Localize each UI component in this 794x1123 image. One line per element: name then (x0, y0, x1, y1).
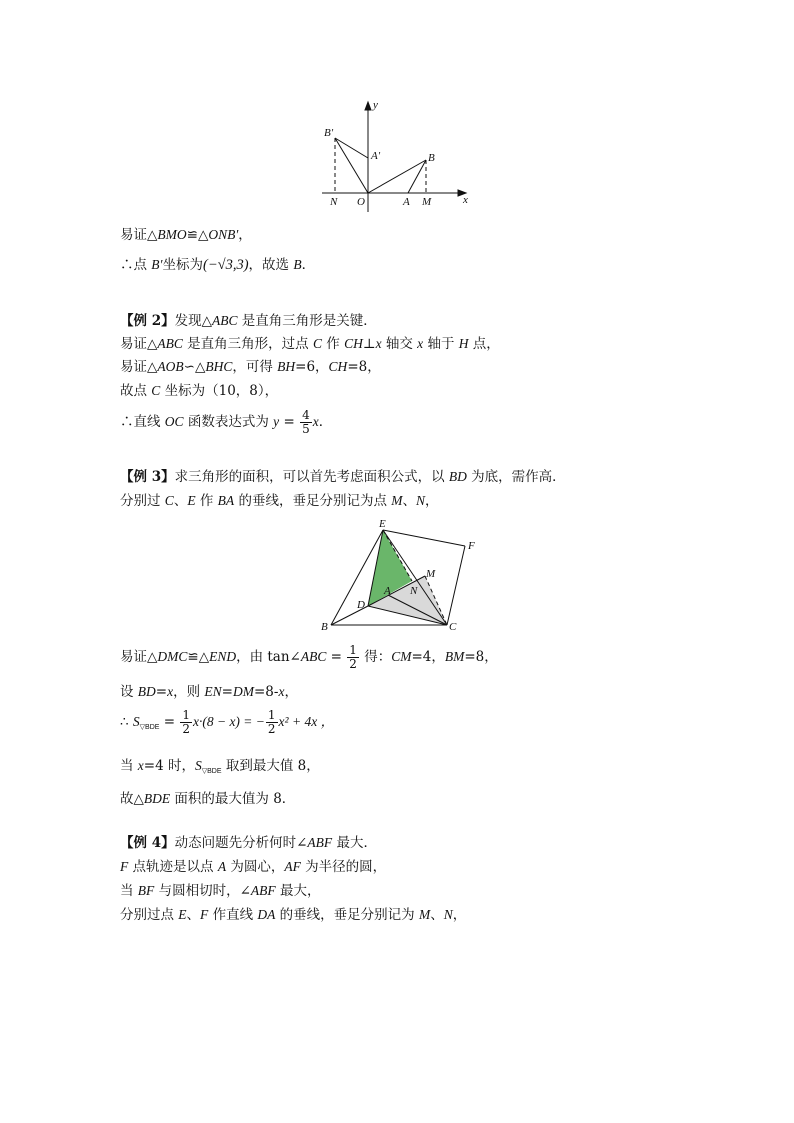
example2-line2: 易证△AOB∽△BHC，可得 BH=6，CH=8， (120, 359, 381, 375)
segment-ef (383, 530, 465, 546)
example3-line4: ∴ $S_{▽BDE}$ = $\frac{1}{2}$ x·(8 − x) = − $\frac{1}{2}$ x² + 4x ， (120, 708, 335, 736)
label-y: y (373, 99, 378, 111)
fraction-4-5: $\frac{4}{5}$ (302, 408, 310, 436)
label-x: x (463, 194, 468, 206)
answer-line: ∴点 B′坐标为(−√3,3)，故选 B． (120, 257, 316, 273)
example4-line1: F 点轨迹是以点 A 为圆心，AF 为半径的圆， (120, 859, 387, 875)
example3-line5: 当 x=4 时，$S_{▽BDE}$ 取到最大值 8， (120, 758, 320, 775)
example4-line3: 分别过点 E、F 作直线 DA 的垂线，垂足分别记为 M、N， (120, 907, 467, 923)
segment-fc (447, 546, 465, 625)
example3-heading: 【例 3】求三角形的面积，可以首先考虑面积公式，以 BD 为底，需作高． (120, 469, 566, 485)
fig2-label-m: M (426, 568, 436, 580)
example2-line1: 易证△ABC 是直角三角形，过点 C 作 CH⊥x 轴交 x 轴于 H 点， (120, 336, 500, 352)
fig2-label-b: B (321, 621, 328, 633)
label-a: A (403, 196, 410, 208)
example3-line3: 设 BD=x，则 EN=DM=8-x， (120, 684, 298, 700)
segment-b-prime-a-prime (335, 138, 368, 158)
example3-line6: 故△BDE 面积的最大值为 8． (120, 791, 296, 807)
label-o: O (357, 196, 365, 208)
example3-line2: 易证△DMC≌△END，由 tan∠ABC = $\frac{1}{2}$ 得：CM=4，BM=8， (120, 643, 498, 671)
fig2-label-e: E (379, 518, 386, 530)
example4-heading: 【例 4】动态问题先分析何时∠ABF 最大． (120, 835, 377, 851)
fig2-label-a: A (384, 585, 391, 597)
fig2-label-d: D (357, 599, 365, 611)
fraction-1-2: $\frac{1}{2}$ (349, 643, 357, 671)
y-axis-arrow (365, 102, 371, 110)
example2-line4: ∴直线 OC 函数表达式为 y = $\frac{4}{5}$ x． (120, 408, 333, 436)
proof-congruence-line: 易证△BMO≌△ONB′， (120, 227, 252, 243)
example3-line1: 分别过 C、E 作 BA 的垂线，垂足分别记为点 M、N， (120, 493, 439, 509)
fig2-label-c: C (449, 621, 457, 633)
label-b-prime: B′ (324, 127, 334, 139)
fig2-label-n: N (410, 585, 418, 597)
example4-line2: 当 BF 与圆相切时，∠ABF 最大， (120, 883, 321, 899)
example2-line3: 故点 C 坐标为（10，8）， (120, 383, 279, 399)
fraction-1-2-a: $\frac{1}{2}$ (182, 708, 190, 736)
example2-heading: 【例 2】发现△ABC 是直角三角形是关键． (120, 313, 377, 329)
label-m: M (422, 196, 432, 208)
label-n: N (330, 196, 338, 208)
coordinate-figure (318, 96, 478, 212)
triangle-figure (318, 516, 486, 634)
fig2-label-f: F (468, 540, 475, 552)
segment-b-prime-o (335, 138, 368, 193)
label-b: B (428, 152, 435, 164)
fraction-1-2-b: $\frac{1}{2}$ (267, 708, 276, 736)
label-a-prime: A′ (371, 150, 381, 162)
